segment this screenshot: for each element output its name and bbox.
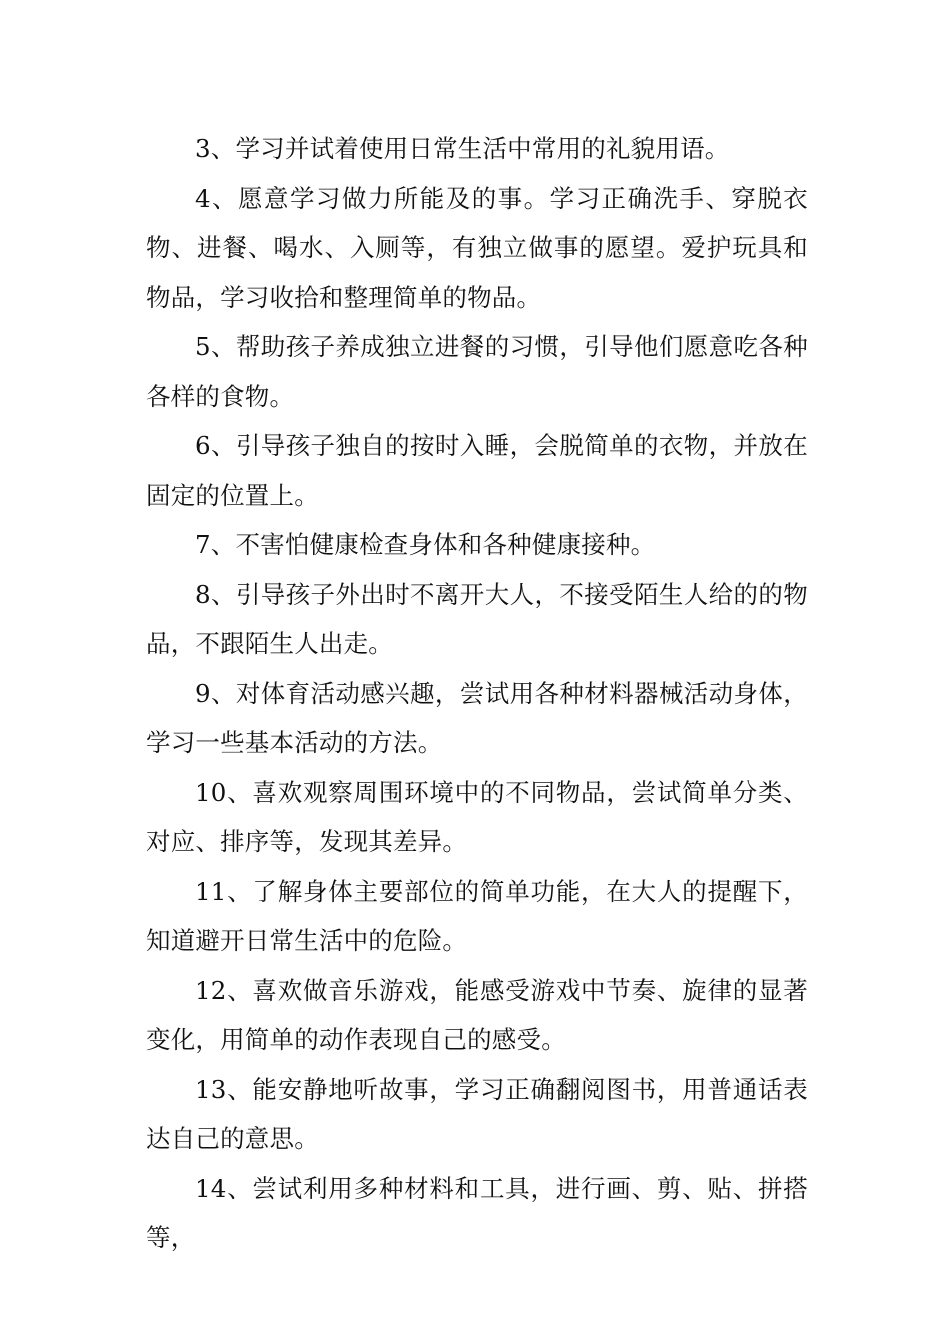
paragraph-item-12: 12、喜欢做音乐游戏，能感受游戏中节奏、旋律的显著变化，用简单的动作表现自己的感受。 bbox=[146, 975, 808, 1054]
document-body bbox=[146, 124, 808, 1263]
paragraph-item-7: 7、不害怕健康检查身体和各种健康接种。 bbox=[195, 530, 656, 559]
paragraph-item-9: 9、对体育活动感兴趣，尝试用各种材料器械活动身体，学习一些基本活动的方法。 bbox=[146, 678, 808, 757]
paragraph-item-6: 6、引导孩子独自的按时入睡，会脱简单的衣物，并放在固定的位置上。 bbox=[146, 431, 808, 510]
paragraph-item-11: 11、了解身体主要部位的简单功能，在大人的提醒下，知道避开日常生活中的危险。 bbox=[146, 876, 808, 955]
paragraph-item-8: 8、引导孩子外出时不离开大人，不接受陌生人给的的物品，不跟陌生人出走。 bbox=[146, 579, 808, 658]
paragraph-item-13: 13、能安静地听故事，学习正确翻阅图书，用普通话表达自己的意思。 bbox=[146, 1074, 808, 1153]
paragraph-item-3: 3、学习并试着使用日常生活中常用的礼貌用语。 bbox=[195, 134, 730, 163]
paragraph-item-5: 5、帮助孩子养成独立进餐的习惯，引导他们愿意吃各种各样的食物。 bbox=[146, 332, 808, 411]
paragraph-item-10: 10、喜欢观察周围环境中的不同物品，尝试简单分类、对应、排序等，发现其差异。 bbox=[146, 777, 808, 856]
paragraph-item-4: 4、愿意学习做力所能及的事。学习正确洗手、穿脱衣物、进餐、喝水、入厕等，有独立做事的愿望。爱护玩具和物品，学习收拾和整理简单的物品。 bbox=[146, 183, 808, 312]
paragraph-item-14: 14、尝试利用多种材料和工具，进行画、剪、贴、拼搭等， bbox=[146, 1173, 808, 1252]
